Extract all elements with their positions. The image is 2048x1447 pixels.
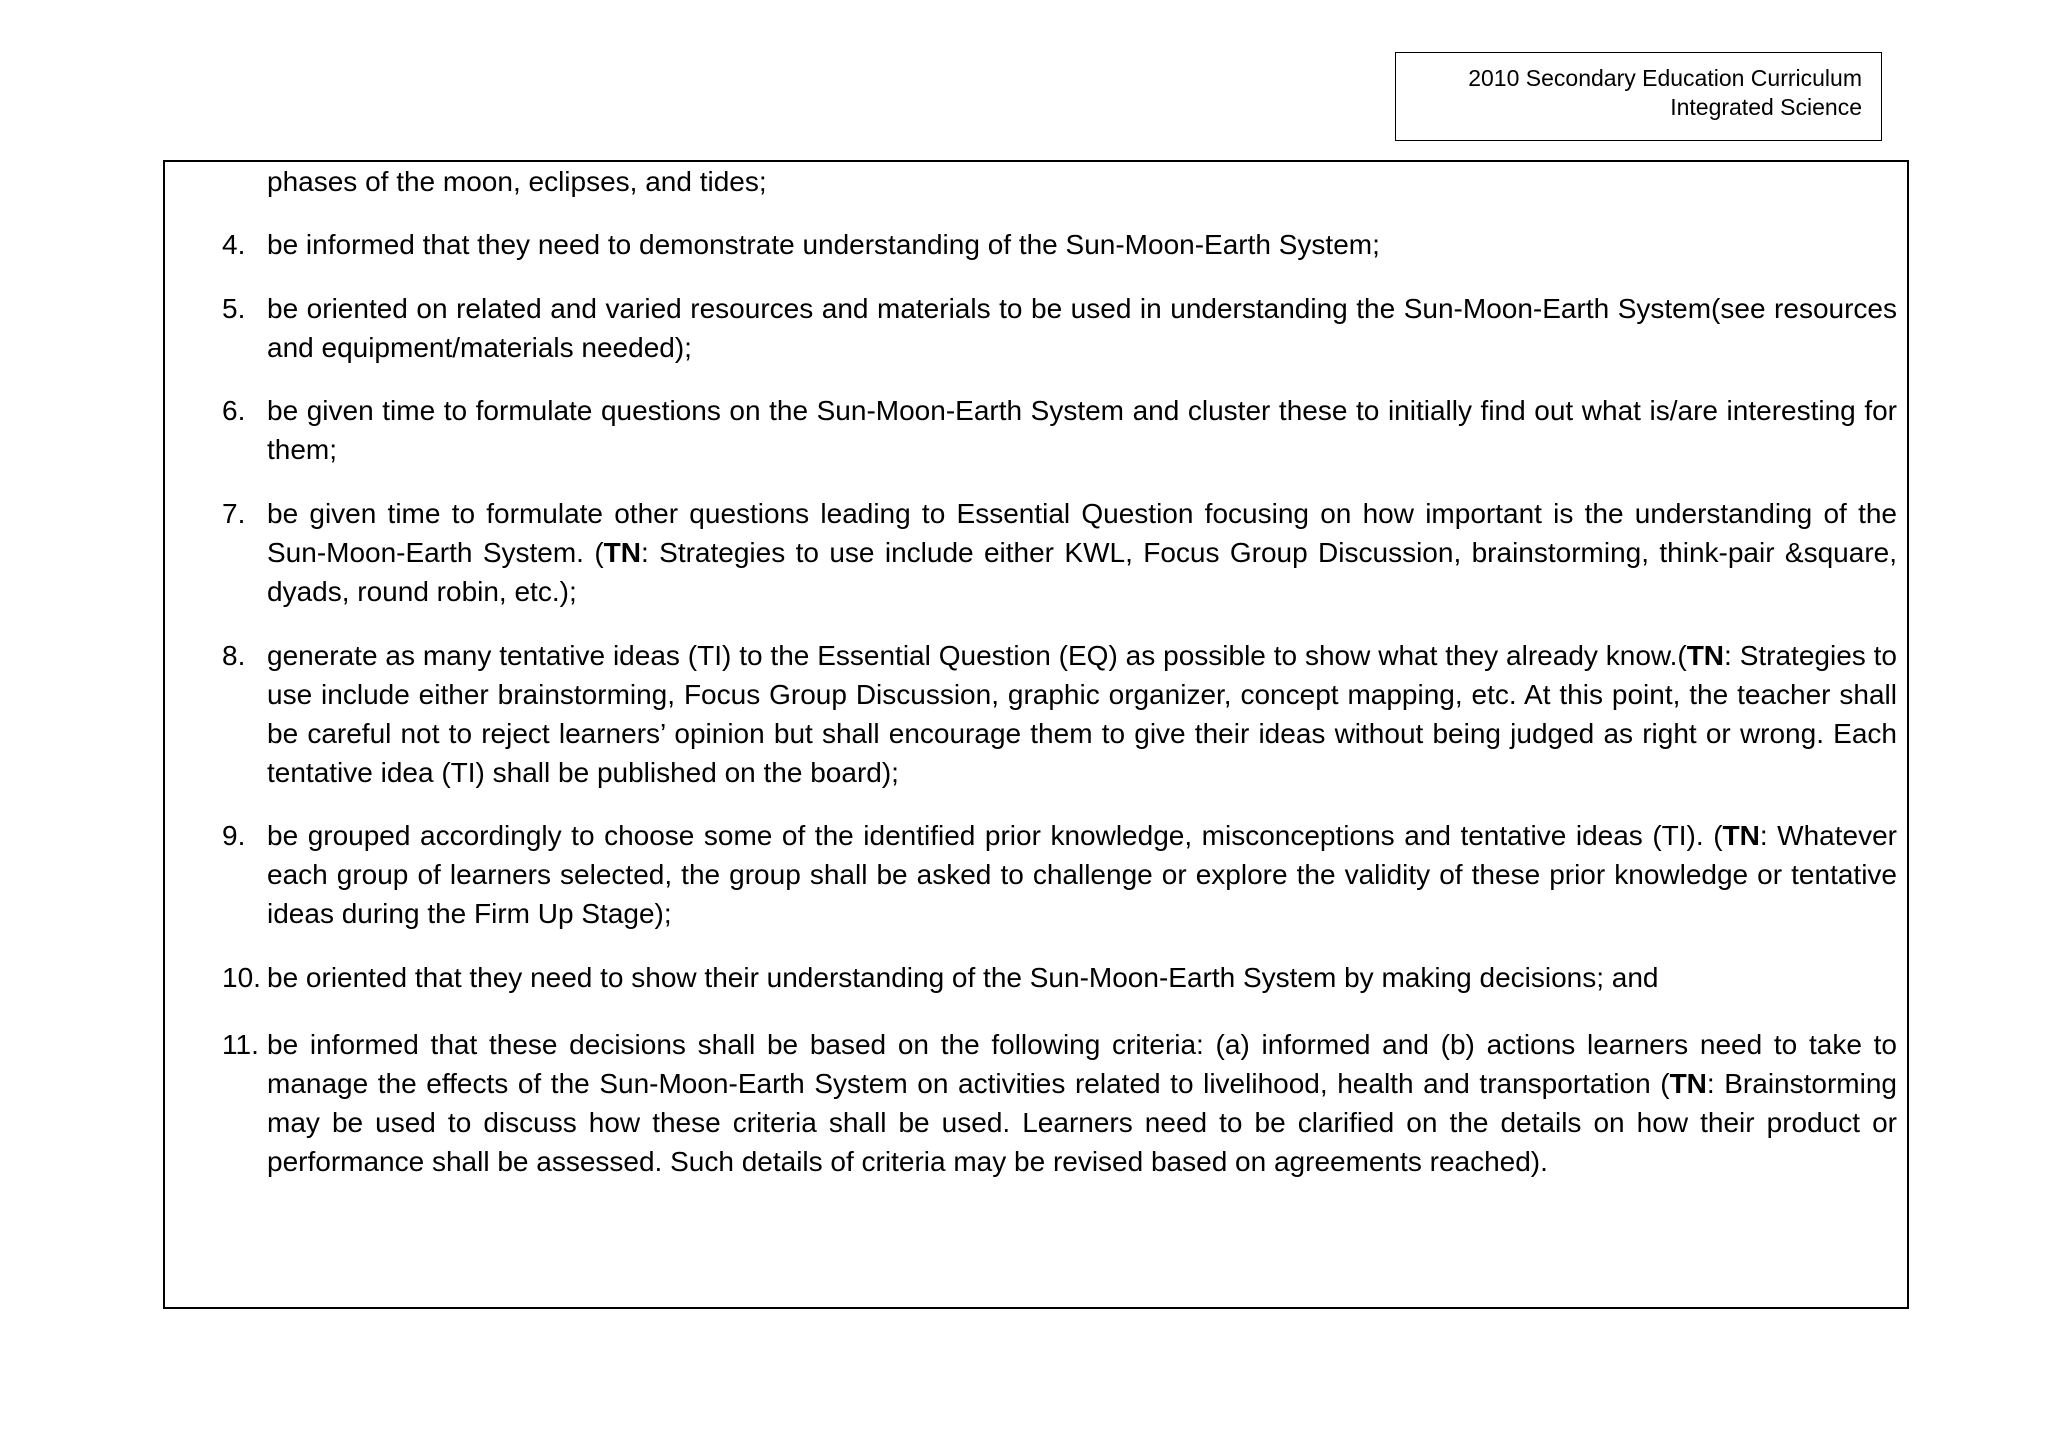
teacher-note-label: TN [1686,640,1725,671]
curriculum-title: 2010 Secondary Education Curriculum [1468,65,1862,91]
list-item-number: 10. [222,962,261,993]
list-item-text: be informed that these decisions shall be based on the following criteria: (a) informed and (b) actions learners need to take to manage the effects of the Sun-Moon-Earth System on activities related to livelihood, health and transportation (TN: Brainstorming may be used to discuss how these criteria shall be used. Learners need to be clarified on the details on how their product or performance shall be assessed. Such details of criteria may be revised based on agreements reached). [267,1029,1897,1177]
list-item-number: 6. [222,395,246,426]
teacher-note-label: TN [603,537,641,568]
list-item-text: generate as many tentative ideas (TI) to the Essential Question (EQ) as possible to show what they already know.(TN: Strategies to use include either brainstorming, Focus Group Discussion, graphic organizer, concept mapping, etc. At this point, the teacher shall be careful not to reject learners’ opinion but shall encourage them to give their ideas without being judged as right or wrong. Each tentative idea (TI) shall be published on the board); [267,640,1897,788]
list-item-text: phases of the moon, eclipses, and tides; [267,166,767,197]
subject-title: Integrated Science [1670,94,1862,120]
list-item-number: 9. [222,820,246,851]
list-item-text: be oriented that they need to show their understanding of the Sun-Moon-Earth System by making decisions; and [267,962,1659,993]
list-item-text: be given time to formulate questions on the Sun-Moon-Earth System and cluster these to initially find out what is/are interesting for them; [267,395,1897,465]
list-item-number: 11. [222,1029,259,1060]
list-item-number: 5. [222,293,246,324]
list-item-text: be grouped accordingly to choose some of the identified prior knowledge, misconceptions and tentative ideas (TI). (TN: Whatever each group of learners selected, the group shall be asked to challenge or explore the validity of these prior knowledge or tentative ideas during the Firm Up Stage); [267,820,1897,929]
list-item-number: 7. [222,498,246,529]
teacher-note-label: TN [1669,1068,1707,1099]
list-item-number: 8. [222,640,246,671]
curriculum-header-box [1395,52,1882,141]
content-box [163,160,1909,1309]
list-item-text: be informed that they need to demonstrate understanding of the Sun-Moon-Earth System; [267,229,1380,260]
list-item-text: be given time to formulate other questions leading to Essential Question focusing on how important is the understanding of the Sun-Moon-Earth System. (TN: Strategies to use include either KWL, Focus Group Discussion, brainstorming, think-pair &square, dyads, round robin, etc.); [267,498,1897,607]
list-item-number: 4. [222,229,246,260]
list-item-text: be oriented on related and varied resources and materials to be used in understanding the Sun-Moon-Earth System(see resources and equipment/materials needed); [267,293,1897,363]
teacher-note-label: TN [1722,820,1760,851]
